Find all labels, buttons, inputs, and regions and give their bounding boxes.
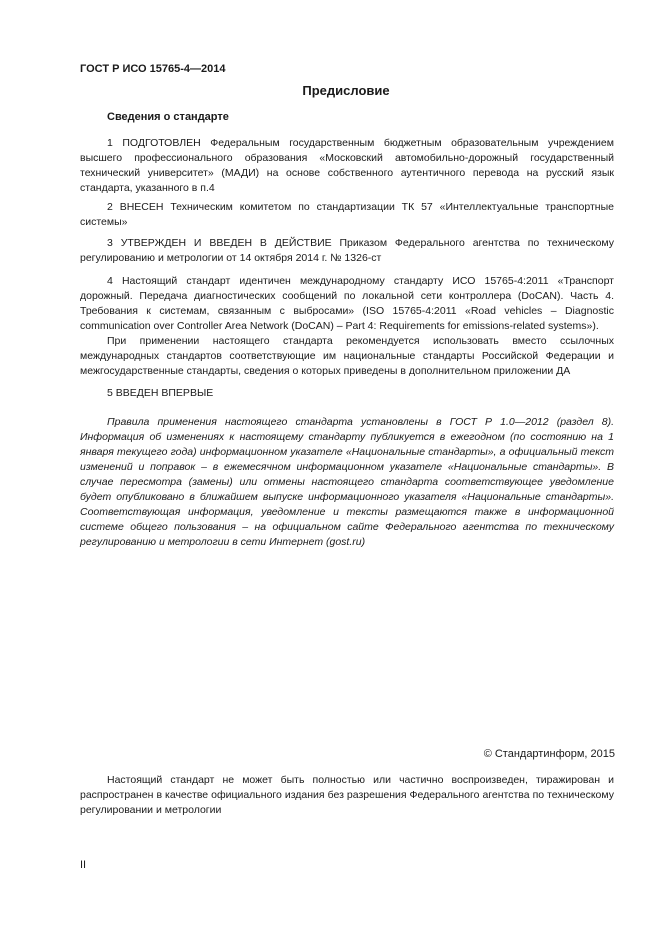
section-subtitle: Сведения о стандарте [107, 111, 229, 123]
paragraph-approved: 3 УТВЕРЖДЕН И ВВЕДЕН В ДЕЙСТВИЕ Приказом Федерального агентства по техническому регулированию и метрологии от 14 октября 2014 г. № 1326-ст [80, 237, 614, 264]
paragraph-5-block [80, 386, 614, 401]
document-code: ГОСТ Р ИСО 15765-4—2014 [80, 63, 226, 75]
paragraph-4-block [80, 274, 614, 379]
paragraph-prepared: 1 ПОДГОТОВЛЕН Федеральным государственным бюджетным образовательным учреждением высшего профессионального образования «Московский автомобильно-дорожный государственный технический университет» (МАДИ) на основе собственного аутентичного перевода на русский язык стандарта, указанного в п.4 [80, 137, 614, 194]
page-title: Предисловие [302, 83, 390, 98]
paragraph-first-introduced: 5 ВВЕДЕН ВПЕРВЫЕ [107, 387, 214, 399]
paragraph-1-block [80, 136, 614, 196]
notice-block [80, 415, 614, 550]
paragraph-2-block [80, 200, 614, 230]
paragraph-introduced: 2 ВНЕСЕН Техническим комитетом по стандартизации ТК 57 «Интеллектуальные транспортные системы» [80, 201, 614, 228]
footer-notice-block [80, 773, 614, 818]
application-rules-notice: Правила применения настоящего стандарта установлены в ГОСТ Р 1.0—2012 (раздел 8). Информация об изменениях к настоящему стандарту публикуется в ежегодном (по состоянию на 1 января текущего года) информационном указателе «Национальные стандарты», а официальный текст изменений и поправок – в ежемесячном информационном указателе «Национальные стандарты». В случае пересмотра (замены) или отмены настоящего стандарта соответствующее уведомление будет опубликовано в ближайшем выпуске информационного указателя «Национальные стандарты». Соответствующая информация, уведомление и тексты размещаются также в информационной системе общего пользования – на официальном сайте Федерального агентства по техническому регулированию и метрологии в сети Интернет (gost.ru) [80, 416, 614, 548]
copyright: © Стандартинформ, 2015 [483, 748, 615, 760]
reproduction-notice: Настоящий стандарт не может быть полностью или частично воспроизведен, тиражирован и распространен в качестве официального издания без разрешения Федерального агентства по техническому регулировании и метрологии [80, 774, 614, 816]
paragraph-identical: 4 Настоящий стандарт идентичен международному стандарту ИСО 15765-4:2011 «Транспорт дорожный. Передача диагностических сообщений по локальной сети контроллера (DoCAN). Часть 4. Требования к системам, связанным с выбросами» (ISO 15765-4:2011 «Road vehicles – Diagnostic communication over Controller Area Network (DoCAN) – Part 4: Requirements for emissions-related systems»). [80, 275, 614, 332]
page-number: II [80, 859, 87, 871]
paragraph-3-block [80, 236, 614, 266]
paragraph-application: При применении настоящего стандарта рекомендуется использовать вместо ссылочных международных стандартов соответствующие им национальные стандарты Российской Федерации и межгосударственные стандарты, сведения о которых приведены в дополнительном приложении ДА [80, 335, 614, 377]
